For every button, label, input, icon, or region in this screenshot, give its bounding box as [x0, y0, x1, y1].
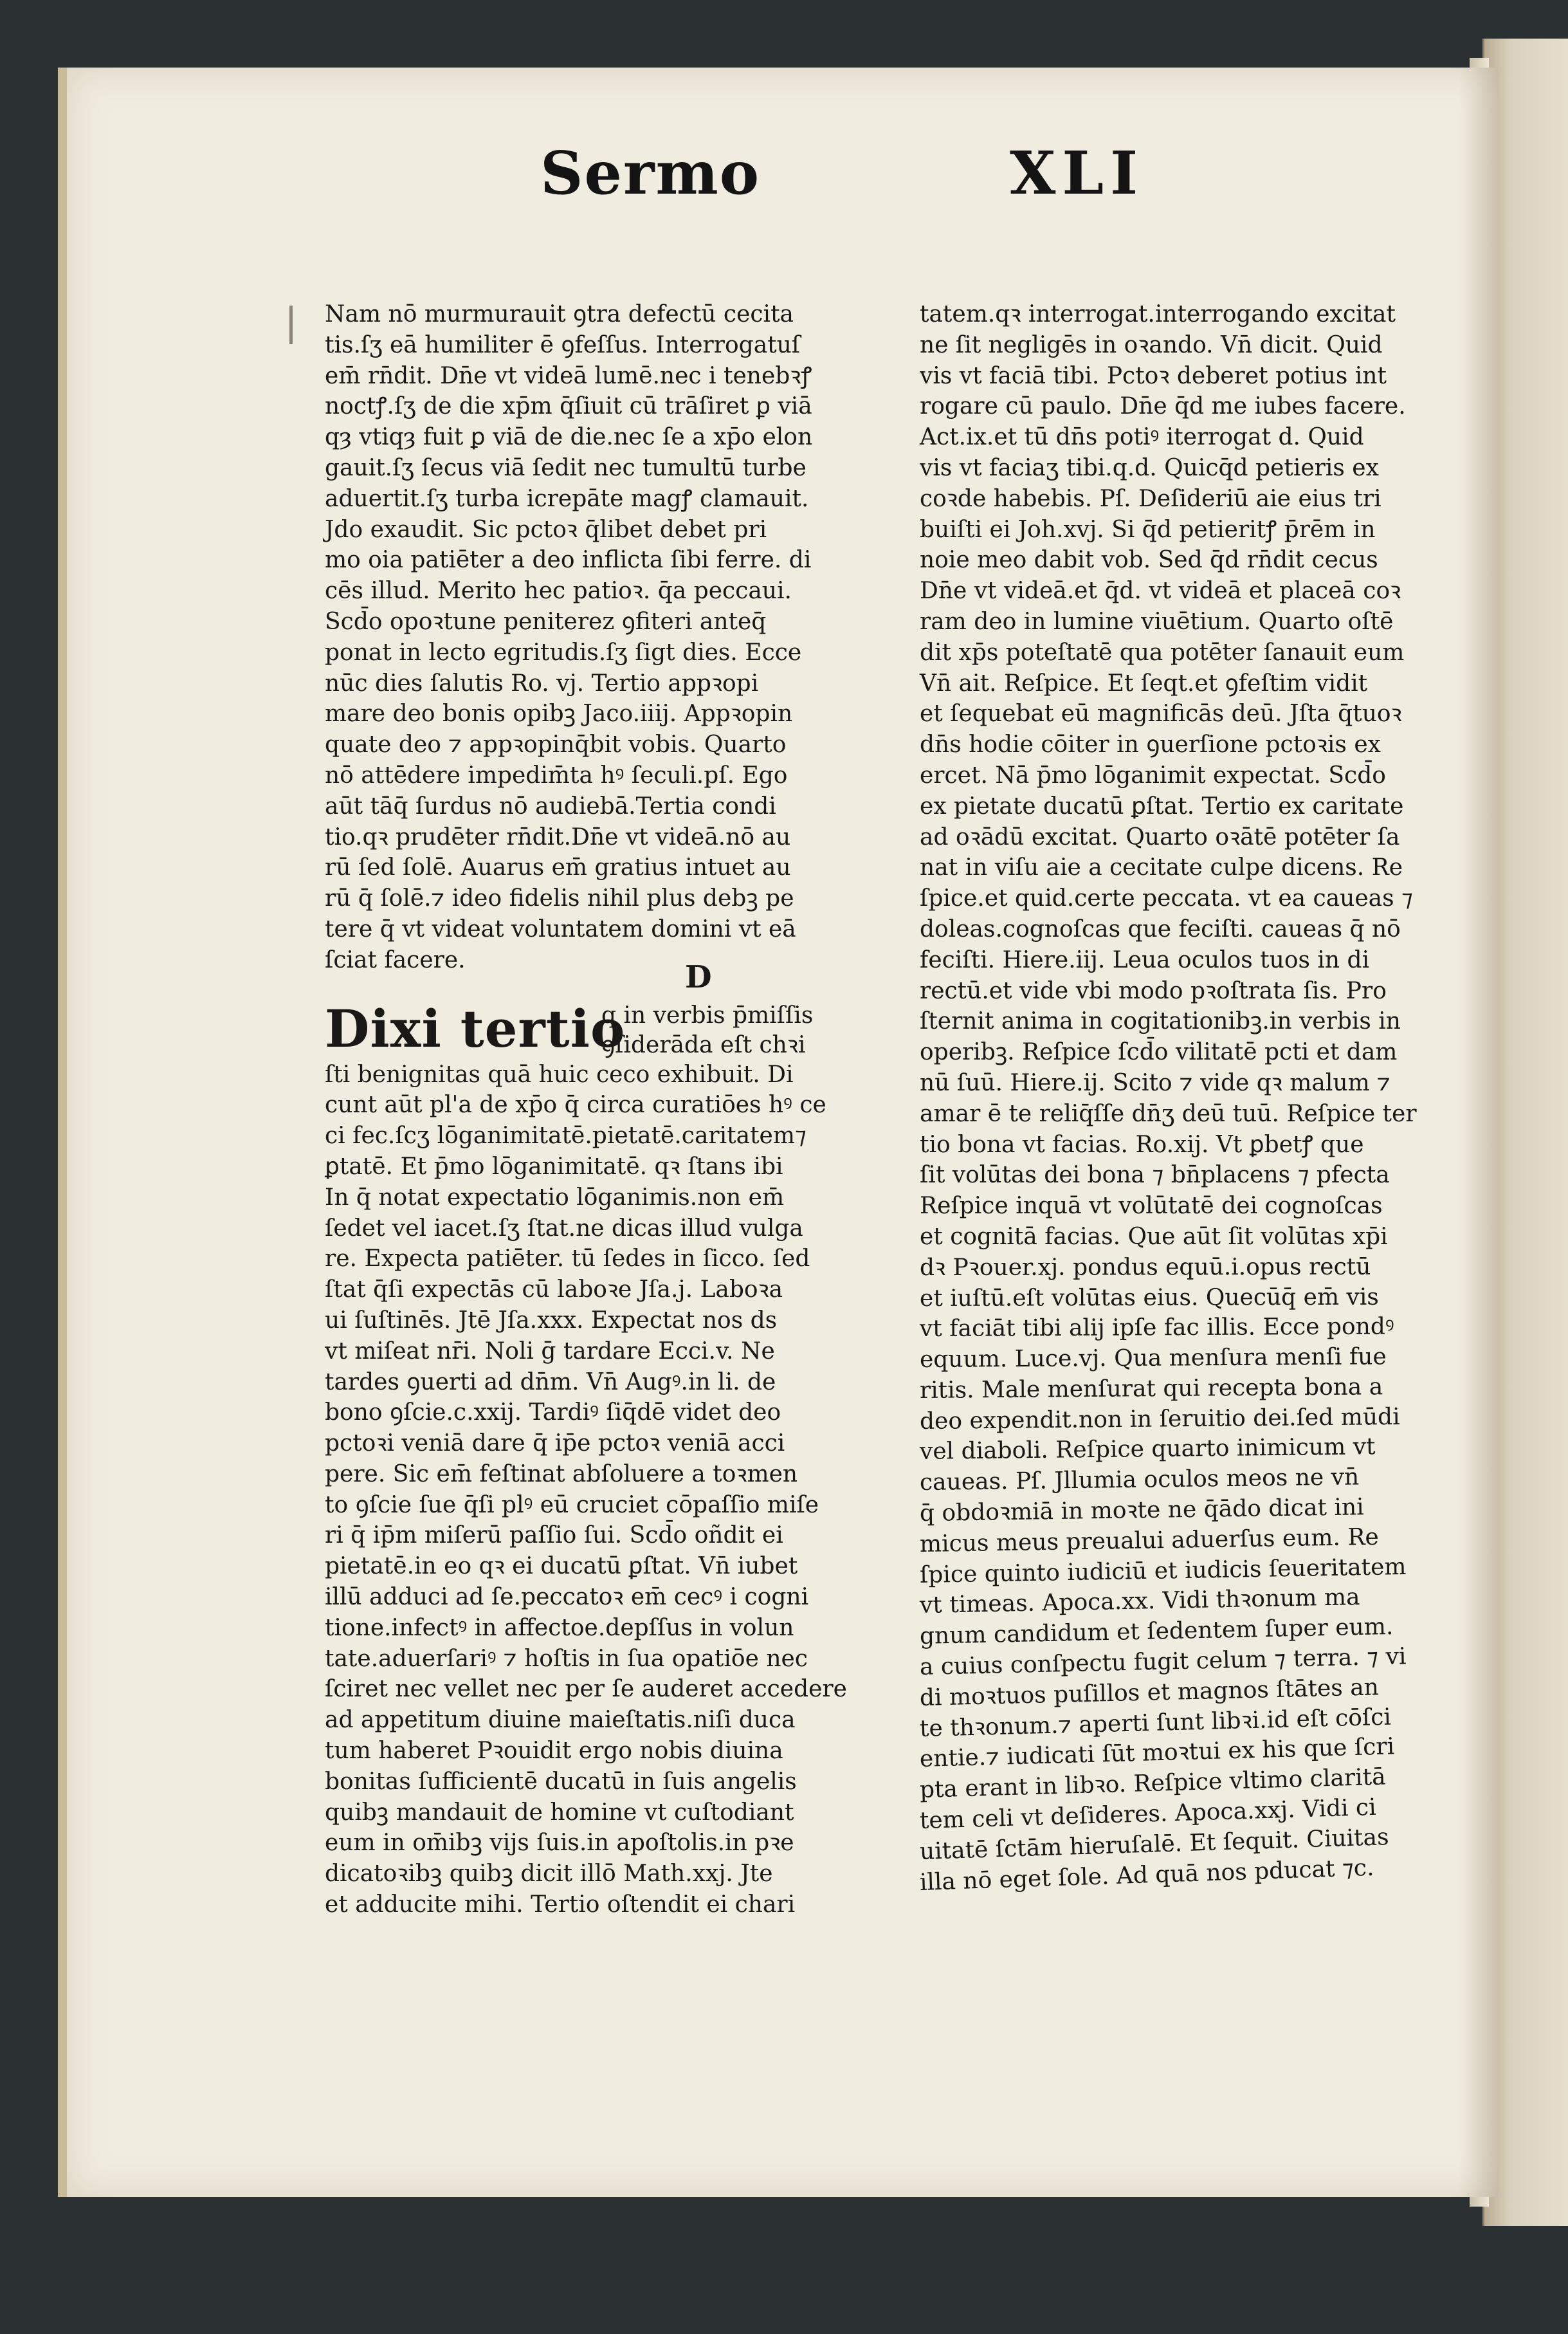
text-line: pietatē.in eo qꝛ ei ducatū ꝑſtat. Vn̄ iubet [325, 1553, 798, 1580]
text-line: pctoꝛi veniā dare q̄ ip̄e pctoꝛ veniā acci [325, 1430, 785, 1457]
text-line: In q̄ notat expectatio lōganimis.non em̄ [325, 1184, 785, 1211]
text-line: tis.ſʒ eā humiliter ē ꝯfeſſus. Interrogatuſ [325, 331, 801, 358]
text-line: di moꝛtuos puſillos et magnos ſtātes an [919, 1674, 1380, 1711]
text-line: tione.infectꝰ in affectoe.depſſus in volun [325, 1614, 794, 1641]
text-line: pta erant in libꝛo. Reſpice vltimo claritā [919, 1763, 1387, 1804]
text-line: q̄ obdoꝛmiā in moꝛte ne q̄ādo dicat ini [919, 1494, 1364, 1527]
text-line: em̄ rn̄dit. Dn̄e vt videā lumē.nec i tenebꝛꝭ [325, 362, 812, 389]
text-line: rū q̄ ſolē.⁊ ideo fidelis nihil plus debꝫ pe [325, 885, 794, 912]
text-line: uitatē ſctām hieruſalē. Et ſequit. Ciuitas [919, 1823, 1390, 1865]
gutter-shadow [1459, 68, 1498, 2197]
section-heading: Dixi tertio [325, 998, 626, 1059]
text-line: mo oia patiēter a deo inflicta ſibi ferre. di [325, 547, 812, 574]
text-line: eum in om̄ibꝫ vijs ſuis.in apoſtolis.in pꝛe [325, 1830, 794, 1857]
text-line: feciſti. Hiere.iij. Leua oculos tuos in di [920, 946, 1370, 973]
text-line: nō attēdere impedim̄ta hꝰ ſeculi.pſ. Ego [325, 762, 788, 789]
text-line: ad appetitum diuine maieſtatis.niſi duca [325, 1707, 796, 1734]
section-second-line: ꝯſiderāda eſt chꝛi [601, 1031, 806, 1058]
text-line: quibꝫ mandauit de homine vt cuſtodiant [325, 1799, 794, 1826]
text-line: vis vt faciaʒ tibi.q.d. Quicq̄d petieris ex [920, 454, 1379, 481]
text-line: caueas. Pſ. Jllumia oculos meos ne vn̄ [919, 1464, 1360, 1496]
text-line: dit xp̄s poteſtatē qua potēter ſanauit eum [920, 639, 1405, 666]
text-line: nūc dies ſalutis Ro. vj. Tertio appꝛopi [325, 670, 759, 697]
text-line: ritis. Male menſurat qui recepta bona a [919, 1374, 1383, 1404]
text-line: Jdo exaudit. Sic pctoꝛ q̄libet debet pri [325, 516, 767, 543]
text-line: te thꝛonum.⁊ aperti ſunt libꝛi.id eſt cōſci [919, 1704, 1392, 1742]
text-line: cunt aūt pl'a de xp̄o q̄ circa curatiōes hꝰ ce [325, 1092, 826, 1119]
text-line: amar ē te reliq̄ſſe dn̄ʒ deū tuū. Reſpice ter [920, 1100, 1417, 1127]
text-line: tere q̄ vt videat voluntatem domini vt eā [325, 915, 796, 942]
text-line: ſit volūtas dei bona ⁊ bn̄placens ⁊ pfecta [920, 1162, 1390, 1189]
text-line: ſedet vel iacet.ſʒ ſtat.ne dicas illud vulga [325, 1215, 803, 1242]
text-line: tio.qꝛ prudēter rn̄dit.Dn̄e vt videā.nō au [325, 823, 791, 850]
text-line: Dn̄e vt videā.et q̄d. vt videā et placeā coꝛ [920, 578, 1401, 605]
text-line: ercet. Nā p̄mo lōganimit expectat. Scd̄o [920, 762, 1386, 789]
text-line: tio bona vt facias. Ro.xij. Vt ꝑbetꝭ que [920, 1131, 1364, 1158]
right-text-column [920, 299, 1454, 1898]
text-line: aūt tāq̄ ſurdus nō audiebā.Tertia condi [325, 793, 776, 820]
text-line: equum. Luce.vj. Qua menſura menſi fue [919, 1343, 1387, 1374]
text-line: nat in viſu aie a cecitate culpe dicens. Re [920, 854, 1403, 881]
text-line: bonitas ſufficientē ducatū in ſuis angelis [325, 1768, 797, 1795]
text-line: ri q̄ ip̄m miſerū paſſio ſui. Scd̄o oñdit ei [325, 1522, 783, 1549]
text-line: buiſti ei Joh.xvj. Si q̄d petieritꝭ p̄rēm in [920, 516, 1376, 543]
left-text-column [325, 299, 897, 1920]
text-line: qȝ vtiqȝ fuit ꝑ viā de die.nec ſe a xp̄o elon [325, 424, 813, 451]
text-line: tum haberet Pꝛouidit ergo nobis diuina [325, 1738, 783, 1765]
text-line: Reſpice inquā vt volūtatē dei cognoſcas [920, 1193, 1383, 1220]
text-line: ſtat q̄ſi expectās cū laboꝛe Jſa.j. Laboꝛa [325, 1276, 783, 1303]
text-line: vis vt faciā tibi. Pctoꝛ deberet potius int [920, 362, 1387, 389]
text-line: noie meo dabit vob. Sed q̄d rn̄dit cecus [920, 547, 1378, 574]
text-line: entie.⁊ iudicati ſūt moꝛtui ex his que ſcri [919, 1733, 1395, 1773]
running-head-sermo: Sermo [540, 138, 761, 208]
text-line: et ſequebat eū magnificās deū. Jſta q̄tuoꝛ [920, 701, 1402, 728]
text-line: ſpice quinto iudiciū et iudicis ſeueritatem [919, 1553, 1407, 1588]
text-line: ſti benignitas quā huic ceco exhibuit. Di [325, 1061, 794, 1088]
text-line: deo expendit.non in ſeruitio dei.ſed mūdi [919, 1403, 1400, 1435]
text-line: tardes ꝯuerti ad dn̄m. Vn̄ Augꝰ.in li. de [325, 1368, 776, 1395]
text-line: ci fec.ſcʒ lōganimitatē.pietatē.caritatem⁊ [325, 1123, 807, 1150]
text-line: tate.aduerſariꝰ ⁊ hoſtis in ſua opatiōe nec [325, 1645, 808, 1672]
running-header [0, 138, 1568, 222]
section-first-line: q in verbis p̄miſſis [601, 1002, 814, 1029]
text-line: cēs illud. Merito hec patioꝛ. q̄a peccaui. [325, 578, 792, 605]
text-line: aduertit.ſʒ turba icrepāte magꝭ clamauit. [325, 485, 809, 512]
text-line: vel diaboli. Reſpice quarto inimicum vt [919, 1433, 1376, 1466]
text-line: vt timeas. Apoca.xx. Vidi thꝛonum ma [919, 1584, 1360, 1619]
text-line: gauit.ſʒ ſecus viā ſedit nec tumultū turbe [325, 454, 807, 481]
text-line: to ꝯſcie ſue q̄ſi plꝰ eū cruciet cōpaſſio miſe [325, 1491, 819, 1518]
text-line: ſciret nec vellet nec per ſe auderet accedere [325, 1676, 847, 1703]
text-line: ſpice.et quid.certe peccata. vt ea caueas ⁊ [920, 885, 1413, 912]
text-line: illa nō eget ſole. Ad quā nos pducat ⁊c. [919, 1854, 1375, 1896]
text-line: operibꝫ. Reſpice ſcd̄o vilitatē pcti et dam [920, 1039, 1398, 1066]
text-line: vt faciāt tibi alij ipſe fac illis. Ecce pondꝰ [919, 1313, 1394, 1343]
text-line: rogare cū paulo. Dn̄e q̄d me iubes facere. [920, 393, 1406, 420]
text-line: micus meus preualui aduerſus eum. Re [919, 1523, 1380, 1558]
text-line: ui ſuſtinēs. Jtē Jſa.xxx. Expectat nos ds [325, 1307, 778, 1334]
text-line: ponat in lecto egritudis.ſʒ ſigt dies. Ecce [325, 639, 802, 666]
text-line: gnum candidum et ſedentem ſuper eum. [919, 1613, 1394, 1650]
text-line: ad oꝛādū excitat. Quarto oꝛātē potēter ſa [920, 823, 1400, 850]
text-line: Nam nō murmurauit ꝯtra defectū cecita [325, 301, 794, 327]
text-line: mare deo bonis opibꝫ Jaco.iiij. Appꝛopin [325, 701, 793, 728]
text-line: Vn̄ ait. Reſpice. Et ſeqt.et ꝯfeſtim vidit [920, 670, 1368, 697]
text-line: ram deo in lumine viuētium. Quarto oſtē [920, 608, 1394, 635]
text-line: ne ſit negligēs in oꝛando. Vn̄ dicit. Quid [920, 331, 1383, 358]
text-line: illū adduci ad ſe.peccatoꝛ em̄ cecꝰ i cogni [325, 1584, 809, 1611]
text-line: vt miſeat nr̄i. Noli ḡ tardare Ecci.v. Ne [325, 1337, 775, 1365]
text-line: re. Expecta patiēter. tū ſedes in ſicco. ſed [325, 1245, 810, 1273]
text-line: tem celi vt deſideres. Apoca.xxj. Vidi ci [919, 1794, 1377, 1835]
text-line: rectū.et vide vbi modo pꝛoſtrata ſis. Pro [920, 977, 1387, 1004]
margin-ink-mark [289, 306, 312, 344]
text-line: coꝛde habebis. Pſ. Deſideriū aie eius tri [920, 485, 1381, 512]
text-line: a cuius conſpectu fugit celum ⁊ terra. ⁊ vi [919, 1643, 1407, 1681]
text-line: ex pietate ducatū ꝑſtat. Tertio ex caritate [920, 793, 1404, 820]
text-line: Act.ix.et tū dn̄s potiꝰ iterrogat d. Quid [920, 424, 1364, 451]
text-line: et iuſtū.eſt volūtas eius. Quecūq̄ em̄ vis [919, 1283, 1379, 1312]
text-line: tatem.qꝛ interrogat.interrogando excitat [920, 301, 1396, 327]
text-line: Scd̄o opoꝛtune peniterez ꝯfiteri anteq̄ [325, 608, 767, 635]
text-line: et cognitā facias. Que aūt ſit volūtas xp̄i [920, 1223, 1388, 1250]
text-line: rū ſed ſolē. Auarus em̄ gratius intuet au [325, 854, 791, 881]
text-line: nū ſuū. Hiere.ij. Scito ⁊ vide qꝛ malum ⁊ [920, 1069, 1390, 1096]
text-line: pere. Sic em̄ feſtinat abſoluere a toꝛmen [325, 1460, 798, 1487]
folio-number: XLI [1010, 138, 1145, 208]
text-line: ſciat facere. [325, 946, 466, 973]
text-line: bono ꝯſcie.c.xxij. Tardiꝰ ſiq̄dē videt deo [325, 1399, 781, 1426]
text-line: et adducite mihi. Tertio oſtendit ei chari [325, 1891, 796, 1918]
text-line: dꝛ Pꝛouer.xj. pondus equū.i.opus rectū [919, 1253, 1371, 1281]
text-line: noctꝭ.ſʒ de die xp̄m q̄ſiuit cū trāſiret ꝑ viā [325, 393, 812, 420]
text-line: quate deo ⁊ appꝛopinq̄bit vobis. Quarto [325, 731, 787, 758]
text-line: dn̄s hodie cōiter in ꝯuerſione pctoꝛis ex [920, 731, 1381, 758]
text-line: ſternit anima in cogitationibꝫ.in verbis in [920, 1008, 1401, 1035]
guide-letter: D [685, 959, 712, 995]
text-line: ꝑtatē. Et p̄mo lōganimitatē. qꝛ ſtans ibi [325, 1153, 783, 1180]
text-line: doleas.cognoſcas que feciſti. caueas q̄ nō [920, 915, 1401, 942]
text-line: dicatoꝛibꝫ quibꝫ dicit illō Math.xxj. Jte [325, 1861, 773, 1888]
